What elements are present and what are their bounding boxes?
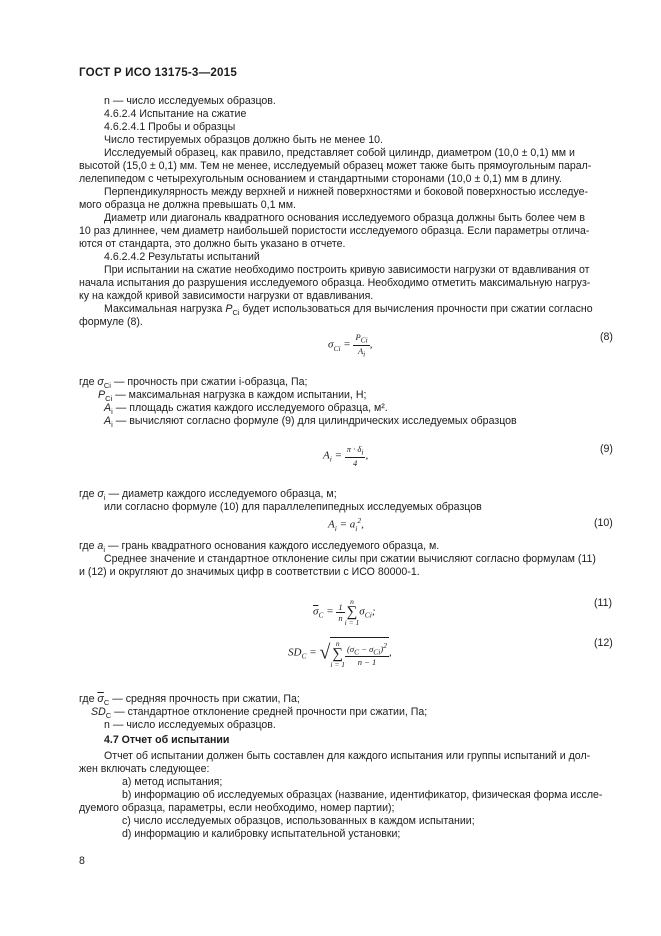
eq-symbol: A: [328, 518, 335, 531]
eq-punct: ,: [388, 646, 392, 659]
eq-operator: =: [306, 646, 320, 659]
text-line: ку на каждой кривой зависимости нагрузки от вдавливания.: [79, 290, 374, 302]
eq-symbol: A: [323, 449, 330, 462]
eq-fraction: [353, 332, 369, 358]
eq-subscript: i: [361, 447, 364, 457]
sum-lower: i = 1: [344, 618, 360, 627]
equation-number: (11): [594, 597, 613, 609]
text-line: n — число исследуемых образцов.: [104, 95, 276, 107]
eq-denominator: n − 1: [357, 657, 377, 668]
list-item: d) информацию и калибровку испытательной установки;: [122, 828, 401, 840]
symbol-subscript: i: [111, 407, 113, 417]
text-line: жен включать следующее:: [79, 763, 210, 775]
list-item: c) число исследуемых образцов, использованных в каждом испытании;: [122, 815, 475, 827]
list-item: a) метод испытания;: [122, 776, 223, 788]
equation-12: [288, 637, 392, 669]
eq-summation: [345, 597, 360, 627]
eq-subscript: i: [363, 349, 366, 359]
eq-punct: ,: [365, 449, 369, 462]
text-line: Исследуемый образец, как правило, представляет собой цилиндр, диаметром (10,0 ± 0,1) мм и: [104, 147, 575, 159]
eq-fraction: [345, 641, 389, 668]
text-line: формуле (8).: [79, 316, 143, 328]
text-fragment: — стандартное отклонение средней прочности при сжатии, Па;: [114, 706, 428, 718]
where-label: где: [79, 488, 95, 500]
eq-subscript: i: [329, 454, 332, 464]
symbol-subscript: Ci: [232, 308, 240, 318]
symbol-delta: σ: [97, 488, 104, 500]
eq-superscript: 2: [383, 640, 387, 650]
text-fragment: Максимальная нагрузка: [104, 303, 223, 315]
sqrt-sign: √: [319, 641, 331, 664]
symbol-sigma: σ: [97, 376, 104, 388]
text-line: мого образца не должна превышать 0,1 мм.: [79, 199, 296, 211]
eq-subscript: C: [301, 651, 307, 661]
eq-symbol: SD: [288, 646, 302, 659]
symbol-subscript: C: [105, 711, 112, 721]
sqrt-body: [330, 637, 389, 669]
eq-superscript: 2: [357, 516, 362, 525]
symbol-a: A: [104, 415, 112, 427]
symbol-sigma: $\overline{\sigma}$: [97, 693, 104, 705]
eq-symbol: $\overline{\sigma}$: [313, 605, 319, 618]
eq-fraction: [336, 602, 344, 623]
equation-number: (9): [600, 443, 613, 455]
text-fragment: будет использоваться для вычисления прочности при сжатии согласно: [242, 303, 593, 315]
equation-11: [313, 597, 376, 627]
where-line: [104, 415, 517, 431]
eq-symbol: σ: [359, 605, 365, 618]
eq-numerator: − σ: [359, 643, 374, 654]
symbol-sd: SD: [91, 706, 106, 718]
equation-8: [328, 332, 373, 358]
text-line: При испытании на сжатие необходимо построить кривую зависимости нагрузки от вдавливания от: [104, 264, 590, 276]
eq-punct: ,: [369, 338, 373, 351]
eq-subscript: i: [355, 523, 358, 533]
eq-subscript: Ci: [373, 647, 381, 657]
sum-sign: ∑: [346, 604, 358, 620]
text-line: высотой (15,0 ± 0,1) мм. Тем не менее, исследуемый образец может также быть прямоугольным парал-: [79, 160, 592, 172]
text-line: n — число исследуемых образцов.: [104, 719, 276, 731]
symbol-subscript: i: [111, 420, 113, 430]
equation-number: (8): [600, 331, 613, 343]
eq-subscript: Ci: [364, 610, 372, 620]
eq-denominator: n: [338, 612, 343, 623]
eq-denominator: 4: [352, 457, 358, 468]
text-line: Число тестируемых образцов должно быть не менее 10.: [104, 134, 383, 146]
eq-operator: =: [340, 338, 354, 351]
where-label: где: [79, 693, 95, 705]
sum-upper: n: [350, 597, 354, 606]
text-line: дуемого образца, параметры, если необходимо, номер партии);: [79, 802, 395, 814]
eq-punct: ;: [371, 605, 376, 618]
text-line: и (12) и округляют до значимых цифр в соответствии с ИСО 80000-1.: [79, 566, 420, 578]
text-line: ются от стандарта, это должно быть указано в отчете.: [79, 238, 346, 250]
text-line: Диаметр или диагональ квадратного основания исследуемого образца должны быть более чем в: [104, 212, 586, 224]
sum-sign: ∑: [332, 646, 344, 662]
text-fragment: — диаметр каждого исследуемого образца, м;: [108, 488, 337, 500]
eq-numerator: P: [355, 332, 361, 342]
text-line: [104, 303, 593, 319]
where-label: где: [79, 540, 95, 552]
eq-numerator: 1: [338, 601, 343, 612]
symbol-a: A: [104, 402, 112, 414]
section-heading: 4.6.2.4 Испытание на сжатие: [104, 108, 247, 120]
equation-number: (12): [594, 637, 613, 649]
equation-10: [328, 516, 364, 533]
where-label: где: [79, 376, 95, 388]
section-heading-bold: 4.7 Отчет об испытании: [104, 734, 230, 746]
eq-subscript: C: [354, 647, 360, 657]
eq-denominator: A: [357, 345, 364, 356]
eq-subscript: Ci: [360, 335, 368, 345]
eq-operator: =: [323, 605, 337, 618]
symbol-a-lower: a: [97, 540, 104, 552]
symbol-subscript: Ci: [103, 381, 111, 391]
text-fragment: — вычисляют согласно формуле (9) для цилиндрических исследуемых образцов: [115, 415, 517, 427]
symbol-p: P: [98, 389, 106, 401]
eq-fraction: [345, 444, 369, 468]
sum-lower: i = 1: [330, 660, 346, 669]
list-item: b) информацию об исследуемых образцах (название, идентификатор, физическая форма иссле-: [122, 789, 603, 801]
section-heading: 4.6.2.4.2 Результаты испытаний: [104, 251, 260, 263]
symbol-subscript: i: [103, 493, 106, 503]
eq-subscript: i: [334, 523, 337, 533]
document-header: ГОСТ Р ИСО 13175-3—2015: [79, 66, 237, 79]
text-line: начала испытания до разрушения исследуемого образца. Необходимо отметить максимальную нагруз-: [79, 277, 591, 289]
text-line: лелепипедом с четырехугольным основанием и стандартными сторонами (10,0 ± 0,1) мм в длину.: [79, 173, 562, 185]
symbol-subscript: C: [103, 698, 110, 708]
text-line: или согласно формуле (10) для параллелепипедных исследуемых образцов: [104, 501, 482, 513]
text-fragment: — площадь сжатия каждого исследуемого образца, м².: [115, 402, 388, 414]
sum-upper: n: [335, 639, 340, 648]
eq-numerator: (σ: [347, 643, 355, 654]
symbol-subscript: i: [103, 545, 105, 555]
text-line: Перпендикулярность между верхней и нижней поверхностями и боковой поверхностью исследуе-: [104, 186, 589, 198]
eq-operator: =: [331, 449, 345, 462]
eq-subscript: Ci: [333, 343, 341, 353]
section-heading: 4.6.2.4.1 Пробы и образцы: [104, 121, 236, 133]
equation-number: (10): [594, 517, 613, 529]
equation-9: [323, 444, 368, 468]
text-fragment: — средняя прочность при сжатии, Па;: [112, 693, 300, 705]
eq-summation: [330, 639, 345, 669]
eq-symbol: σ: [328, 338, 334, 351]
eq-subscript: C: [318, 610, 324, 620]
eq-punct: ,: [361, 518, 364, 531]
text-line: 10 раз длиннее, чем диаметр наибольшей пористости исследуемого образца. Если параметры отлича-: [79, 225, 590, 237]
eq-numerator: ): [380, 643, 384, 654]
eq-expression: = a: [336, 518, 356, 531]
text-line: Отчет об испытании должен быть составлен для каждого испытания или группы испытаний и дол-: [104, 750, 591, 762]
symbol-subscript: Ci: [105, 394, 113, 404]
eq-numerator: π · δ: [346, 444, 362, 454]
text-fragment: — максимальная нагрузка в каждом испытании, Н;: [115, 389, 367, 401]
page-number: 8: [79, 855, 85, 867]
text-fragment: — прочность при сжатии i-образца, Па;: [113, 376, 308, 388]
text-fragment: — грань квадратного основания каждого исследуемого образца, м.: [107, 540, 440, 552]
text-line: Среднее значение и стандартное отклонение силы при сжатии вычисляют согласно формулам (11): [104, 553, 596, 565]
symbol-p: P: [225, 303, 233, 315]
